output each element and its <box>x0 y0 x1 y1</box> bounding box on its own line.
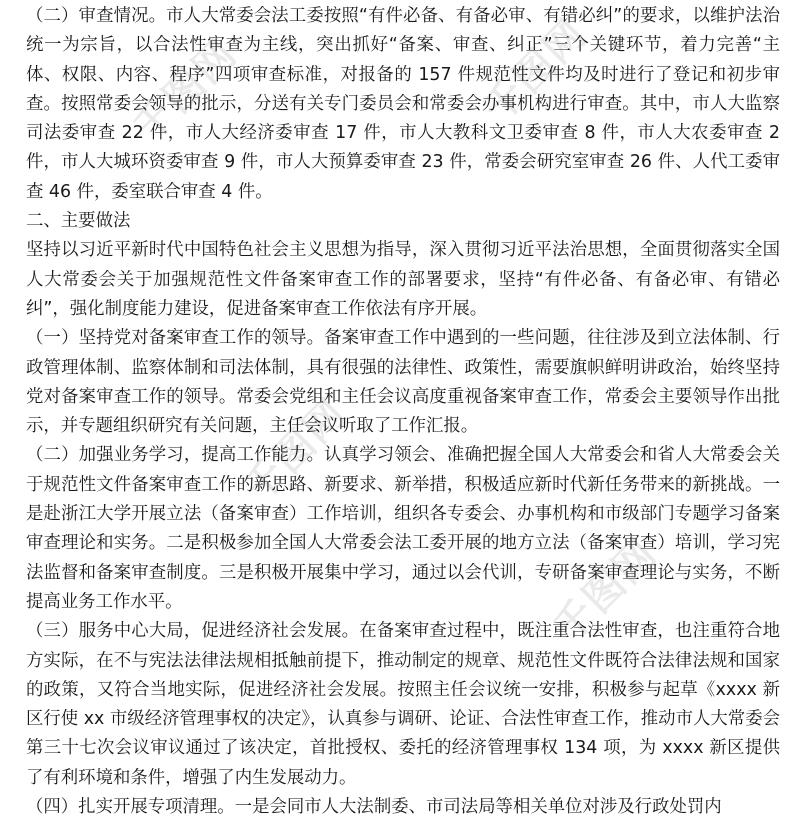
document-body <box>26 2 780 822</box>
watermark: 千图网 <box>124 30 247 152</box>
paragraph-review-status: （二）审查情况。市人大常委会法工委按照“有件必备、有备必审、有错必纠”的要求，以维护法治统一为宗旨，以合法性审查为主线，突出抓好“备案、审查、纠正”三个关键环节，着力完善“主体、权限、内容、程序”四项审查标准，对报备的 157 件规范性文件均及时进行了登记和初步审查。按照常委会领导的批示，分送有关专门委员会和常委会办事机构进行审查。其中，市人大监察司法委审查 22 件，市人大经济委审查 17 件，市人大教科文卫委审查 8 件，市人大农委审查 2 件，市人大城环资委审查 9 件，市人大预算委审查 23 件，常委会研究室审查 26 件、人代工委审查 46 件，委室联合审查 4 件。 <box>26 6 780 202</box>
watermark: 千图网 <box>234 390 357 512</box>
watermark: 千图网 <box>474 10 597 132</box>
paragraph-business-study: （二）加强业务学习，提高工作能力。认真学习领会、准确把握全国人大常委会和省人大常委会关于规范性文件备案审查工作的新思路、新要求、新举措，积极适应新时代新任务带来的新挑战。一是赴浙江大学开展立法（备案审查）工作培训，组织各专委会、办事机构和市级部门专题学习备案审查理论和实务。二是积极参加全国人大常委会法工委开展的地方立法（备案审查）培训，学习宪法监督和备案审查制度。三是积极开展集中学习，通过以会代训，专研备案审查理论与实务，不断提高业务工作水平。 <box>26 445 780 612</box>
paragraph-guiding-principle: 坚持以习近平新时代中国特色社会主义思想为指导，深入贯彻习近平法治思想，全面贯彻落实全国人大常委会关于加强规范性文件备案审查工作的部署要求，坚持“有件必备、有备必审、有错必纠”，强化制度能力建设，促进备案审查工作依法有序开展。 <box>26 240 780 319</box>
paragraph-special-cleanup: （四）扎实开展专项清理。一是会同市人大法制委、市司法局等相关单位对涉及行政处罚内 <box>26 797 722 818</box>
paragraph-serve-overall: （三）服务中心大局，促进经济社会发展。在备案审查过程中，既注重合法性审查，也注重符合地方实际，在不与宪法法律法规相抵触前提下，推动制定的规章、规范性文件既符合法律法规和国家的政策，又符合当地实际，促进经济社会发展。按照主任会议统一安排，积极参与起草《xxxx 新区行使 xx 市级经济管理事权的决定》，认真参与调研、论证、合法性审查工作，推动市人大常委会第三十七次会议审议通过了该决定，首批授权、委托的经济管理事权 134 项，为 xxxx 新区提供了有利环境和条件，增强了内生发展动力。 <box>26 621 780 788</box>
section-heading-main-practices: 二、主要做法 <box>26 211 131 232</box>
watermark: 千图网 <box>544 530 667 652</box>
paragraph-party-leadership: （一）坚持党对备案审查工作的领导。备案审查工作中遇到的一些问题，往往涉及到立法体制、行政管理体制、监察体制和司法体制，具有很强的法律性、政策性，需要旗帜鲜明讲政治，始终坚持党对备案审查工作的领导。常委会党组和主任会议高度重视备案审查工作，常委会主要领导作出批示，并专题组织研究有关问题，主任会议听取了工作汇报。 <box>26 328 780 437</box>
